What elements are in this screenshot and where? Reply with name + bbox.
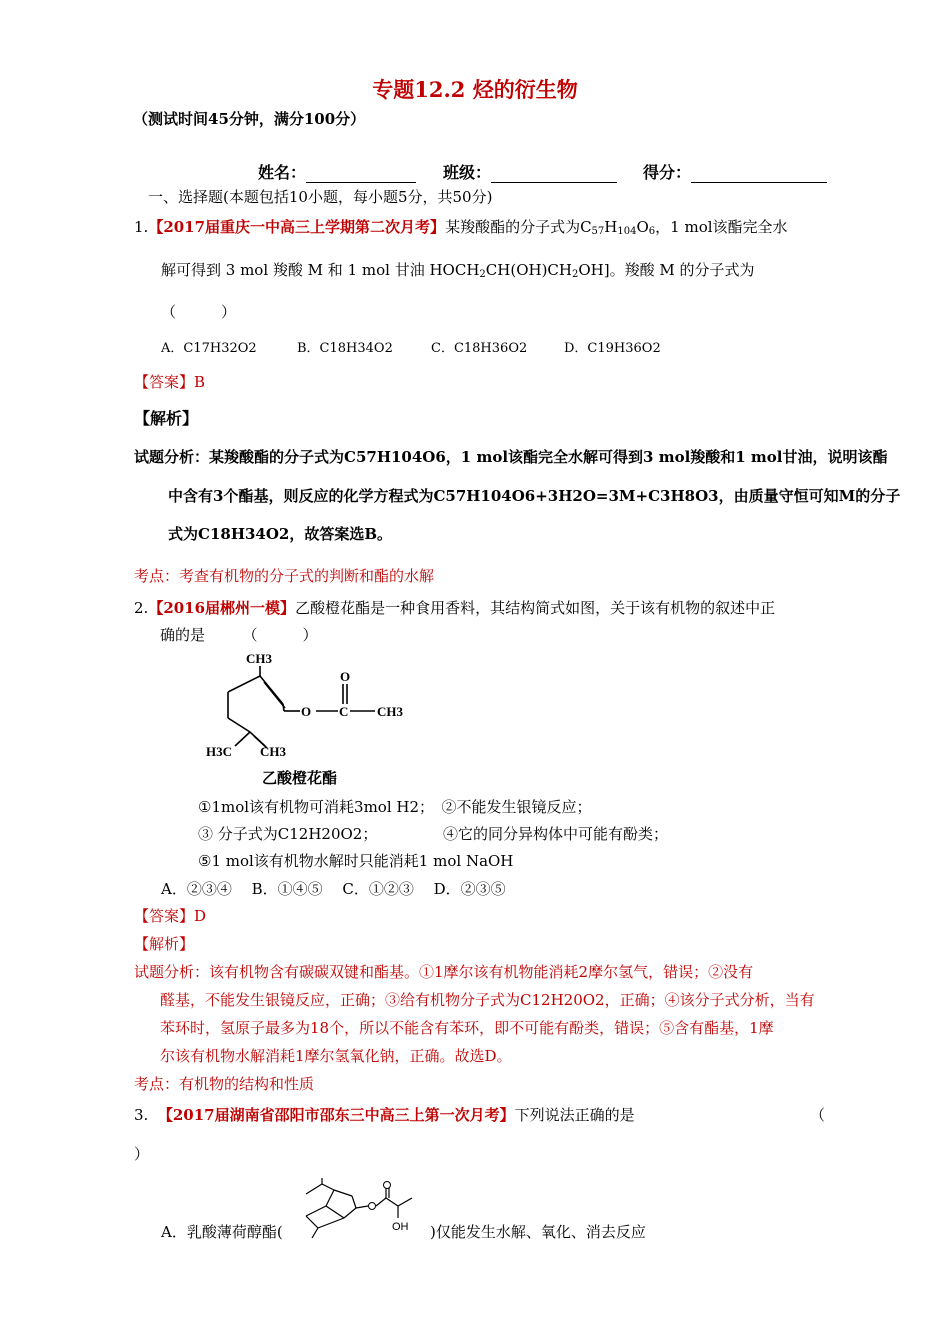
q1-stem-text: ，1 mol该酯完全水 [655, 218, 788, 236]
struct-h3c: H3C [206, 744, 232, 759]
struct-c: C [339, 704, 349, 719]
q1-stem-line2 [161, 259, 821, 280]
q2-analysis-line4: 尔该有机物水解消耗1摩尔氢氧化钠，正确。故选D。 [160, 1047, 512, 1065]
score-blank [691, 166, 827, 183]
q1-option-b: B．C18H34O2 [297, 341, 393, 356]
struct-caption: 乙酸橙花酯 [262, 769, 338, 787]
q2-stem-text: 乙酸橙花酯是一种食用香料，其结构简式如图，关于该有机物的叙述中正 [295, 599, 776, 617]
q1-stem-text: 某羧酸酯的分子式为C [445, 218, 592, 236]
q3-option-a-post: )仅能发生水解、氧化、消去反应 [430, 1223, 646, 1241]
q2-analysis-label: 【解析】 [134, 935, 195, 953]
class-field [443, 160, 617, 183]
q3-paren-close: ） [134, 1145, 150, 1163]
q1-sub: 6 [648, 226, 656, 237]
q1-analysis-label: 【解析】 [134, 409, 199, 428]
struct-oh: OH [392, 1221, 409, 1233]
name-field [258, 160, 416, 183]
menthyl-lactate-structure [292, 1178, 428, 1240]
q1-sub: 57 [591, 226, 605, 237]
score-field [643, 160, 827, 183]
score-label: 得分： [643, 163, 692, 182]
q1-analysis-line2: 中含有3个酯基，则反应的化学方程式为C57H104O6+3H2O=3M+C3H8O3，由质量守恒可知M的分子 [168, 487, 901, 505]
q3-option-a-pre: A．乳酸薄荷醇酯( [161, 1223, 283, 1241]
q3-source: 【2017届湖南省邵阳市邵东三中高三上第一次月考】 [157, 1106, 515, 1124]
q3-stem-text: 下列说法正确的是 [514, 1106, 635, 1124]
q2-item-1-2: ①1mol该有机物可消耗3mol H2； ②不能发生银镜反应； [198, 798, 592, 816]
q1-stem-text: CH(OH)CH [485, 261, 572, 279]
name-label: 姓名： [258, 163, 307, 182]
q1-stem-text: 解可得到 3 mol 羧酸 M 和 1 mol 甘油 HOCH [161, 261, 480, 279]
section-heading: 一、选择题(本题包括10小题，每小题5分，共50分) [148, 188, 493, 206]
struct-ch3-right: CH3 [377, 704, 403, 719]
name-blank [306, 166, 416, 183]
q2-number: 2. [134, 599, 149, 617]
q1-analysis-line3: 式为C18H34O2，故答案选B。 [168, 525, 393, 543]
class-blank [491, 166, 617, 183]
q3-number: 3. [134, 1106, 149, 1124]
struct-ch3-bottom: CH3 [260, 744, 286, 759]
class-label: 班级： [443, 163, 492, 182]
q2-analysis-line2: 醛基，不能发生银镜反应，正确；③给有机物分子式为C12H20O2，正确；④该分子式分析，当有 [160, 991, 815, 1009]
q3-stem [134, 1104, 635, 1125]
page-subtitle: （测试时间45分钟，满分100分） [133, 110, 366, 128]
q2-answer: 【答案】D [134, 907, 207, 925]
q1-sub: 2 [479, 269, 486, 280]
struct-ch3-top: CH3 [246, 651, 272, 666]
q1-option-c: C．C18H36O2 [431, 341, 528, 356]
q2-item-3: ③ 分子式为C12H20O2； [198, 825, 378, 843]
q2-item-4: ④它的同分异构体中可能有酚类； [443, 825, 669, 843]
q1-point: 考点：考查有机物的分子式的判断和酯的水解 [134, 567, 435, 585]
q1-stem-text: O [636, 218, 649, 236]
q2-options: A．②③④ B．①④⑤ C．①②③ D．②③⑤ [161, 880, 506, 898]
q1-option-d: D．C19H36O2 [564, 341, 661, 356]
q2-item-5: ⑤1 mol该有机物水解时只能消耗1 mol NaOH [198, 852, 514, 870]
q2-analysis-line1: 试题分析：该有机物含有碳碳双键和酯基。①1摩尔该有机物能消耗2摩尔氢气，错误；②没有 [134, 963, 754, 981]
q2-point: 考点：有机物的结构和性质 [134, 1075, 315, 1093]
q1-paren: （ ） [161, 303, 237, 321]
q1-stem-text: H [604, 218, 618, 236]
q1-sub: 104 [617, 226, 637, 237]
q2-stem-line1 [134, 597, 775, 618]
q1-sub: 2 [571, 269, 579, 280]
q2-source: 【2016届郴州一模】 [148, 599, 296, 617]
page-title: 专题12.2 烃的衍生物 [372, 77, 578, 102]
q2-stem-line2: 确的是 （ ） [160, 626, 318, 644]
q3-paren-open: （ [810, 1106, 826, 1124]
q2-analysis-line3: 苯环时，氢原子最多为18个，所以不能含有苯环，即不可能有酚类，错误；⑤含有酯基，1摩 [160, 1019, 774, 1037]
q1-source: 【2017届重庆一中高三上学期第二次月考】 [148, 218, 446, 236]
neryl-acetate-structure [200, 648, 430, 768]
q1-stem-line1 [134, 216, 788, 237]
q1-number: 1. [134, 218, 149, 236]
q1-analysis-line1: 试题分析：某羧酸酯的分子式为C57H104O6，1 mol该酯完全水解可得到3 mol羧酸和1 mol甘油，说明该酯 [134, 448, 888, 466]
struct-o: O [301, 704, 312, 719]
q1-option-a: A．C17H32O2 [161, 341, 257, 356]
q1-answer: 【答案】B [134, 373, 206, 391]
q1-stem-text: OH]。羧酸 M 的分子式为 [578, 261, 755, 279]
struct-o-top: O [340, 669, 351, 684]
